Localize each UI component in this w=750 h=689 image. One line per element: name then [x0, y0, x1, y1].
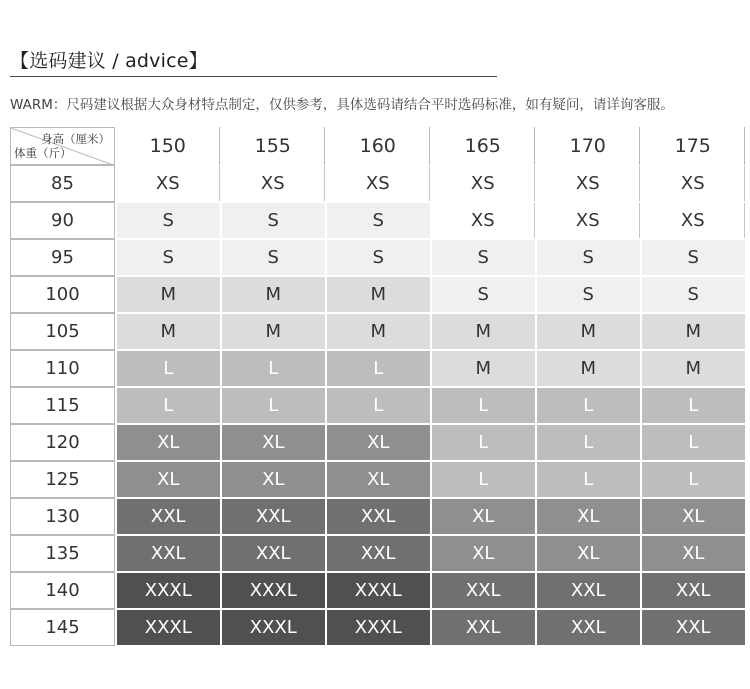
size-cell: XL — [117, 462, 221, 497]
size-cell: XXL — [537, 610, 641, 645]
table-row — [10, 535, 746, 572]
size-cell: M — [537, 351, 641, 386]
size-cell: XS — [432, 166, 536, 201]
size-cell: M — [117, 277, 221, 312]
size-cell: XS — [117, 166, 221, 201]
size-cell: XS — [537, 166, 641, 201]
size-cell: XL — [327, 462, 431, 497]
weight-cell: 135 — [10, 535, 115, 572]
table-row — [10, 461, 746, 498]
weight-axis-label: 体重（斤） — [14, 146, 72, 160]
table-row — [10, 387, 746, 424]
weight-cell: 85 — [10, 165, 115, 202]
size-chart-table — [10, 127, 746, 648]
size-cell: L — [327, 351, 431, 386]
size-cell: M — [432, 314, 536, 349]
size-cell: XXL — [117, 536, 221, 571]
height-header-cell: 175 — [642, 127, 746, 165]
size-cell: M — [642, 351, 746, 386]
table-row — [10, 239, 746, 276]
size-cell: XL — [222, 462, 326, 497]
size-cell: XXL — [642, 610, 746, 645]
size-cell: M — [432, 351, 536, 386]
heading-underline — [10, 76, 497, 77]
size-cell: M — [327, 277, 431, 312]
size-cell: S — [537, 277, 641, 312]
height-header-cell: 155 — [222, 127, 326, 165]
size-cell: M — [222, 277, 326, 312]
height-header-cell: 160 — [327, 127, 431, 165]
size-cell: XXXL — [117, 573, 221, 608]
weight-cell: 115 — [10, 387, 115, 424]
weight-cell: 90 — [10, 202, 115, 239]
size-cell: XXXL — [327, 610, 431, 645]
size-cell: L — [642, 425, 746, 460]
size-cell: XS — [642, 166, 746, 201]
size-cell: L — [222, 388, 326, 423]
size-cell: S — [327, 203, 431, 238]
size-cell: L — [537, 425, 641, 460]
size-cell: L — [432, 388, 536, 423]
size-cell: XXL — [327, 536, 431, 571]
table-row — [10, 276, 746, 313]
size-cell: XS — [432, 203, 536, 238]
size-cell: XL — [432, 499, 536, 534]
table-row — [10, 609, 746, 646]
size-advice-note: WARM：尺码建议根据大众身材特点制定，仅供参考，具体选码请结合平时选码标准，如有疑问，请详询客服。 — [10, 97, 674, 113]
size-cell: S — [222, 240, 326, 275]
size-cell: M — [642, 314, 746, 349]
weight-cell: 110 — [10, 350, 115, 387]
size-cell: L — [537, 388, 641, 423]
size-cell: XL — [537, 499, 641, 534]
size-cell: XS — [222, 166, 326, 201]
table-row — [10, 498, 746, 535]
table-row — [10, 165, 746, 202]
size-cell: S — [537, 240, 641, 275]
weight-cell: 145 — [10, 609, 115, 646]
size-cell: S — [327, 240, 431, 275]
size-cell: L — [642, 388, 746, 423]
size-cell: L — [537, 462, 641, 497]
size-cell: XS — [327, 166, 431, 201]
size-cell: XXL — [432, 573, 536, 608]
size-cell: XS — [642, 203, 746, 238]
size-cell: S — [222, 203, 326, 238]
size-cell: XXXL — [222, 610, 326, 645]
size-cell: L — [432, 425, 536, 460]
size-cell: XXXL — [117, 610, 221, 645]
weight-cell: 120 — [10, 424, 115, 461]
table-row — [10, 572, 746, 609]
size-cell: S — [117, 203, 221, 238]
size-cell: M — [537, 314, 641, 349]
size-cell: XL — [327, 425, 431, 460]
size-cell: M — [117, 314, 221, 349]
size-cell: S — [117, 240, 221, 275]
size-cell: XL — [432, 536, 536, 571]
size-cell: XXL — [537, 573, 641, 608]
size-cell: XXL — [432, 610, 536, 645]
height-header-row — [10, 127, 746, 165]
size-cell: S — [432, 277, 536, 312]
size-cell: XL — [537, 536, 641, 571]
size-cell: M — [222, 314, 326, 349]
size-cell: XXL — [222, 499, 326, 534]
weight-cell: 95 — [10, 239, 115, 276]
size-cell: L — [432, 462, 536, 497]
size-cell: XL — [642, 499, 746, 534]
advice-heading: 【选码建议 / advice】 — [10, 50, 208, 72]
size-cell: L — [327, 388, 431, 423]
size-cell: L — [642, 462, 746, 497]
height-header-cell: 150 — [117, 127, 221, 165]
size-cell: XXL — [117, 499, 221, 534]
weight-cell: 125 — [10, 461, 115, 498]
size-cell: XXXL — [222, 573, 326, 608]
weight-cell: 100 — [10, 276, 115, 313]
size-cell: S — [642, 240, 746, 275]
weight-cell: 130 — [10, 498, 115, 535]
table-row — [10, 350, 746, 387]
size-cell: XXL — [222, 536, 326, 571]
size-cell: L — [222, 351, 326, 386]
table-row — [10, 202, 746, 239]
height-header-cell: 165 — [432, 127, 536, 165]
size-cell: XXXL — [327, 573, 431, 608]
size-cell: L — [117, 388, 221, 423]
table-row — [10, 424, 746, 461]
size-cell: M — [327, 314, 431, 349]
height-header-cell: 170 — [537, 127, 641, 165]
size-cell: L — [117, 351, 221, 386]
weight-cell: 105 — [10, 313, 115, 350]
table-row — [10, 313, 746, 350]
size-cell: XL — [642, 536, 746, 571]
size-cell: XL — [222, 425, 326, 460]
size-cell: XL — [117, 425, 221, 460]
weight-cell: 140 — [10, 572, 115, 609]
size-cell: XXL — [327, 499, 431, 534]
size-cell: XS — [537, 203, 641, 238]
size-cell: S — [642, 277, 746, 312]
size-cell: XXL — [642, 573, 746, 608]
size-cell: S — [432, 240, 536, 275]
height-axis-label: 身高（厘米） — [41, 132, 110, 146]
